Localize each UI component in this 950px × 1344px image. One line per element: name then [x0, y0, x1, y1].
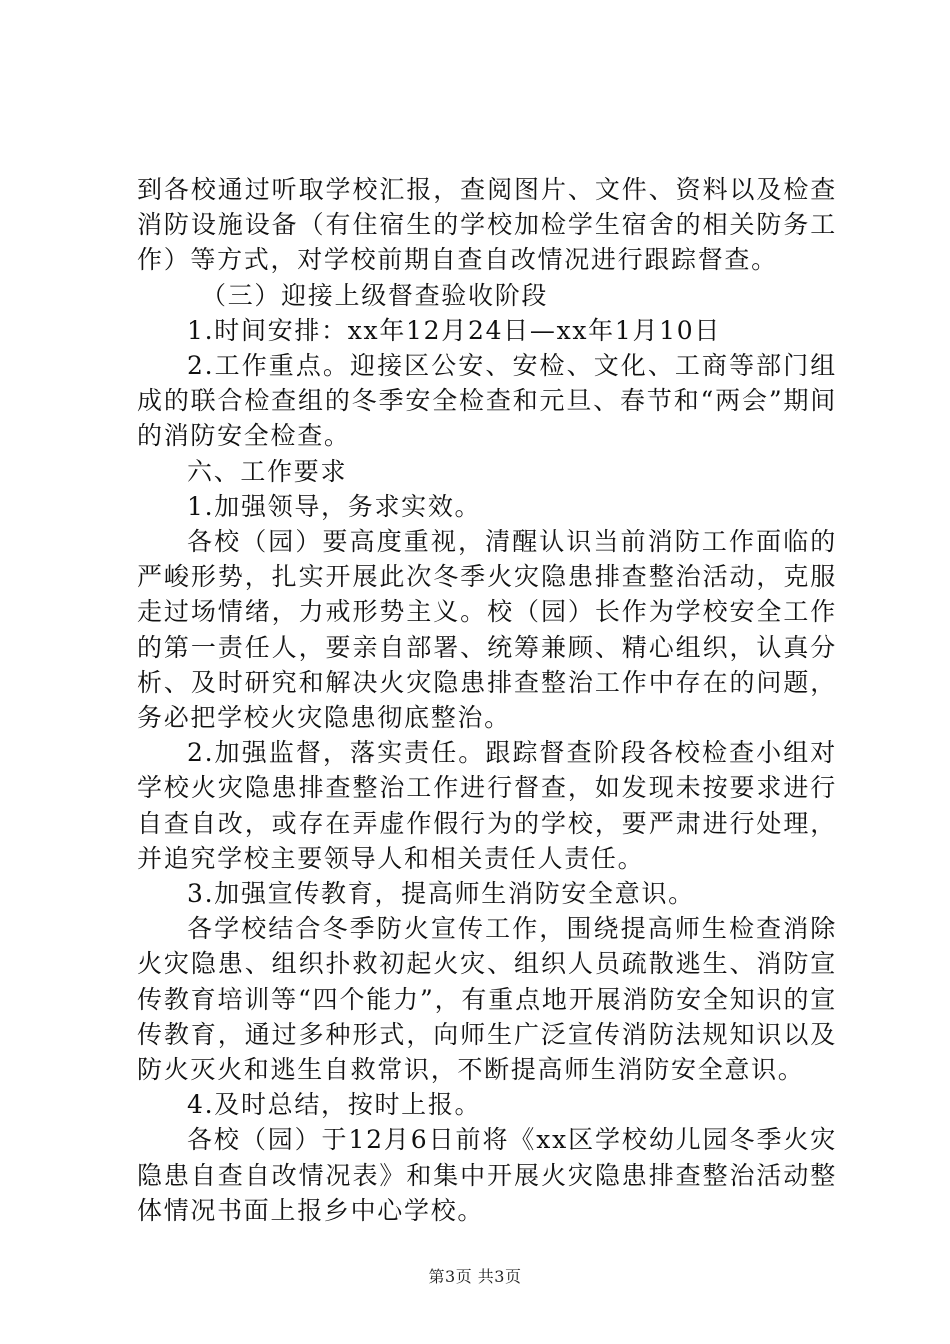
section-heading-requirements: 六、工作要求	[187, 456, 348, 486]
paragraph-supervision: 2.加强监督，落实责任。跟踪督查阶段各校检查小组对学校火灾隐患排查整治工作进行督查，如发现未按要求进行自查自改，或存在弄虚作假行为的学校，要严肃进行处理，并追究学校主要领导人和相关责任人责任。	[137, 738, 837, 873]
subheading-leadership: 1.加强领导，务求实效。	[187, 491, 482, 521]
paragraph-leadership: 各校（园）要高度重视，清醒认识当前消防工作面临的严峻形势，扎实开展此次冬季火灾隐患排查整治活动，克服走过场情绪，力戒形势主义。校（园）长作为学校安全工作的第一责任人，要亲自部署、统筹兼顾、精心组织，认真分析、及时研究和解决火灾隐患排查整治工作中存在的问题，务必把学校火灾隐患彻底整治。	[137, 527, 837, 733]
page-footer: 第3页 共3页	[428, 1267, 522, 1286]
paragraph-publicity: 各学校结合冬季防火宣传工作，围绕提高师生检查消除火灾隐患、组织扑救初起火灾、组织人员疏散逃生、消防宣传教育培训等“四个能力”，有重点地开展消防安全知识的宣传教育，通过多种形式，向师生广泛宣传消防法规知识以及防火灭火和逃生自救常识，不断提高师生消防安全意识。	[137, 914, 837, 1085]
subheading-publicity: 3.加强宣传教育，提高师生消防安全意识。	[187, 879, 695, 909]
paragraph-schedule: 1.时间安排：xx年12月24日—xx年1月10日	[187, 315, 722, 345]
section-heading-phase-three: （三）迎接上级督查验收阶段	[201, 280, 549, 310]
paragraph-work-focus: 2.工作重点。迎接区公安、安检、文化、工商等部门组成的联合检查组的冬季安全检查和元旦、春节和“两会”期间的消防安全检查。	[137, 351, 837, 451]
paragraph-summary: 各校（园）于12月6日前将《xx区学校幼儿园冬季火灾隐患自查自改情况表》和集中开展火灾隐患排查整治活动整体情况书面上报乡中心学校。	[137, 1125, 837, 1225]
paragraph-continuation: 到各校通过听取学校汇报，查阅图片、文件、资料以及检查消防设施设备（有住宿生的学校加检学生宿舍的相关防务工作）等方式，对学校前期自查自改情况进行跟踪督查。	[137, 175, 837, 275]
document-body	[137, 172, 837, 1228]
subheading-summary: 4.及时总结，按时上报。	[187, 1090, 482, 1120]
